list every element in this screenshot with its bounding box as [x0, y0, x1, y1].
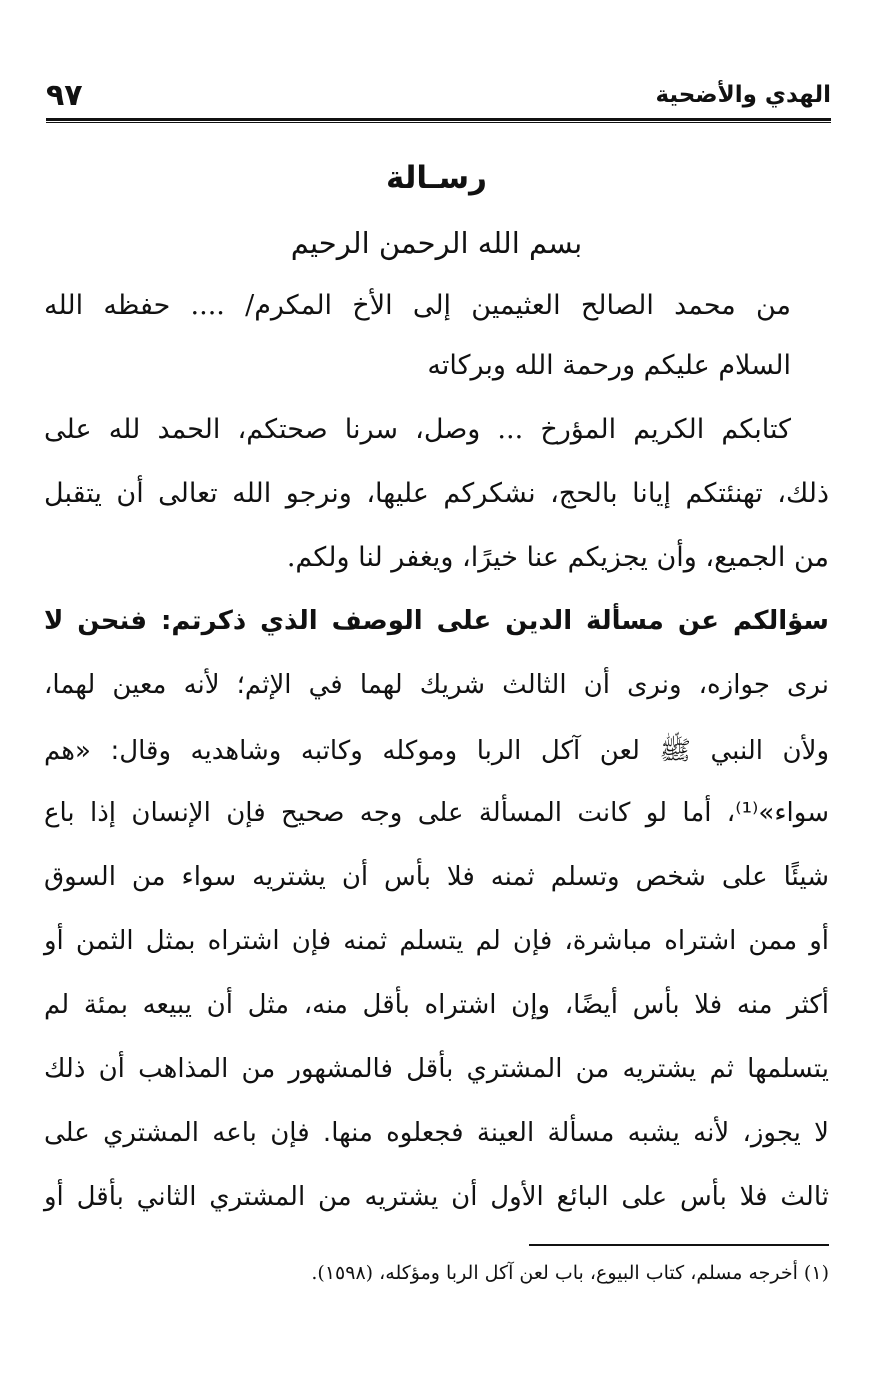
body-line: ولأن النبي ﷺ لعن آكل الربا وموكله وكاتبه وشاهديه وقال: «هم	[44, 736, 829, 766]
body-line: ثالث فلا بأس على البائع الأول أن يشتريه من المشتري الثاني بأقل أو	[44, 1182, 829, 1212]
body-line: لا يجوز، لأنه يشبه مسألة العينة فجعلوه منها. فإن باعه المشتري على	[44, 1118, 829, 1148]
running-title: الهدي والأضحية	[655, 82, 831, 108]
header-rule	[46, 118, 831, 123]
page-header	[46, 78, 831, 116]
body-line: سواء»⁽¹⁾، أما لو كانت المسألة على وجه صحيح فإن الإنسان إذا باع	[44, 798, 829, 828]
body-line: شيئًا على شخص وتسلم ثمنه فلا بأس أن يشتريه سواء من السوق	[44, 862, 829, 892]
body-line: أكثر منه فلا بأس أيضًا، وإن اشتراه بأقل منه، مثل أن يبيعه بمئة لم	[44, 990, 829, 1020]
body-line: نرى جوازه، ونرى أن الثالث شريك لهما في الإثم؛ لأنه معين لهما،	[44, 670, 829, 700]
body-line: سؤالكم عن مسألة الدين على الوصف الذي ذكرتم: فنحن لا	[44, 606, 829, 636]
body-line: من الجميع، وأن يجزيكم عنا خيرًا، ويغفر لنا ولكم.	[286, 542, 829, 573]
body-line: يتسلمها ثم يشتريه من المشتري بأقل فالمشهور من المذاهب أن ذلك	[44, 1054, 829, 1084]
letter-title: رسـالة	[385, 160, 487, 196]
body-line: كتابكم الكريم المؤرخ ... وصل، سرنا صحتكم، الحمد لله على	[44, 414, 791, 445]
footnote-rule	[529, 1244, 829, 1246]
body-line: ذلك، تهنئتكم إيانا بالحج، نشكركم عليها، ونرجو الله تعالى أن يتقبل	[44, 478, 829, 509]
page-number: ٩٧	[46, 78, 83, 113]
footnote: (١) أخرجه مسلم، كتاب البيوع، باب لعن آكل الربا ومؤكله، (١٥٩٨).	[311, 1262, 829, 1284]
from-line: من محمد الصالح العثيمين إلى الأخ المكرم/ .... حفظه الله	[44, 290, 791, 321]
basmala: بسم الله الرحمن الرحيم	[290, 226, 583, 260]
body-line: أو ممن اشتراه مباشرة، فإن لم يتسلم ثمنه فإن اشتراه بمثل الثمن أو	[44, 926, 829, 956]
greeting-line: السلام عليكم ورحمة الله وبركاته	[427, 350, 791, 381]
